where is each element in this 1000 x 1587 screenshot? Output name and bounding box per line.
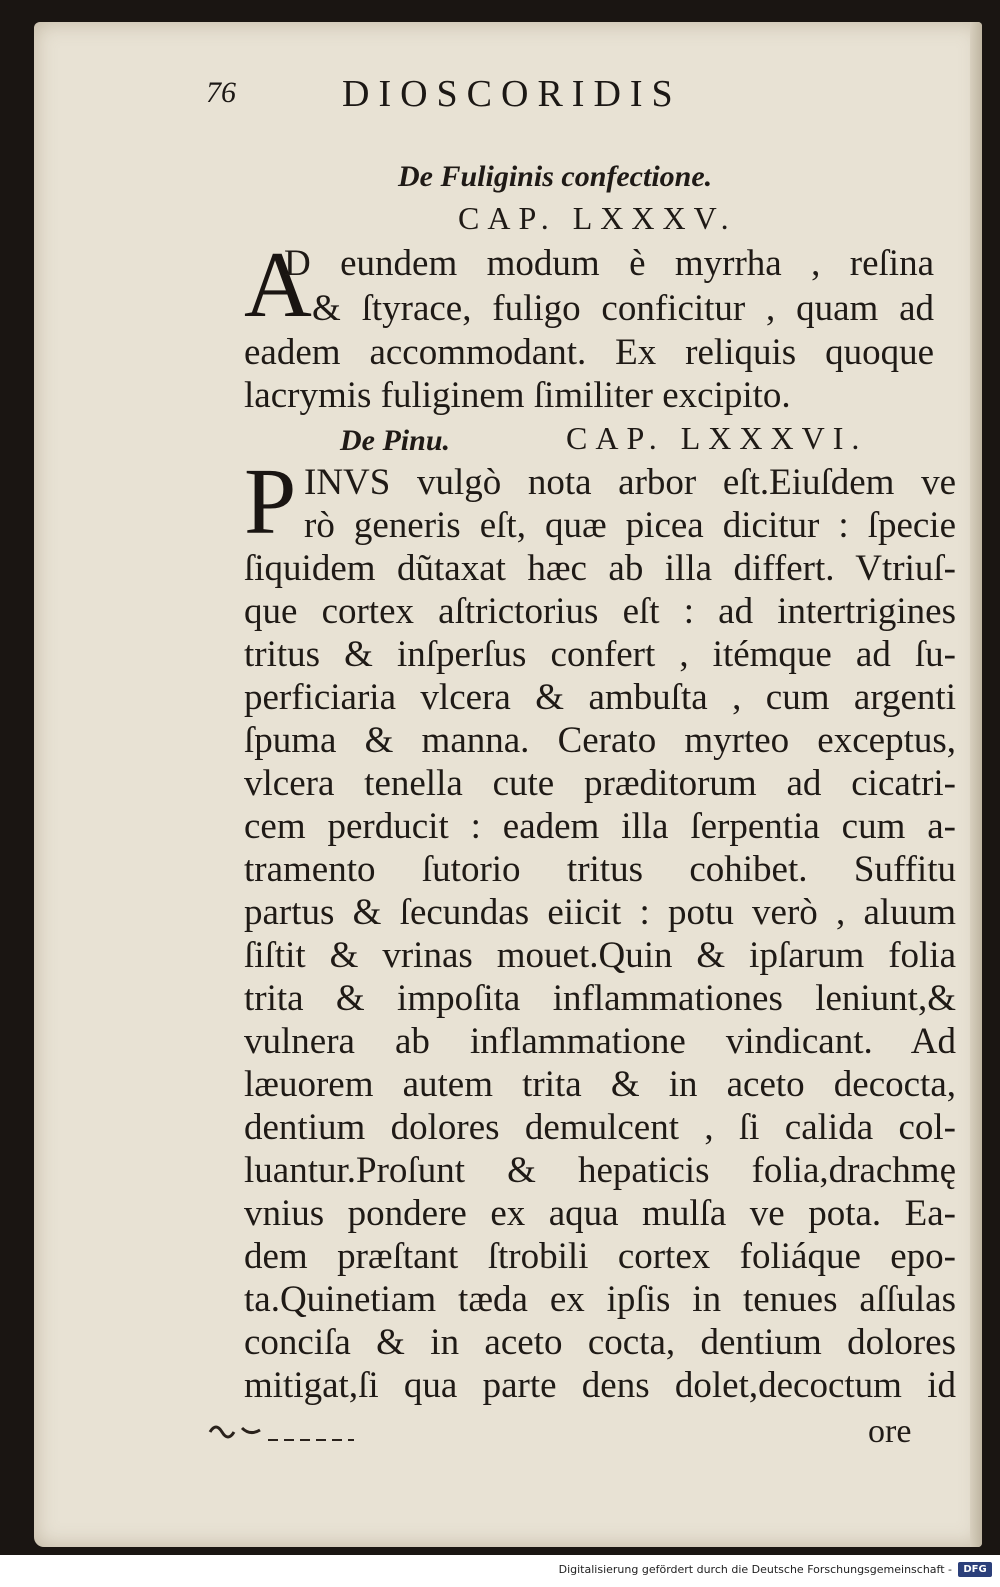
chapter-86-line-17: luantur.Proſunt & hepaticis folia,drachmę [244,1150,956,1191]
chapter-86-line-9: cem perducit : eadem illa ſerpentia cum a- [244,806,956,847]
chapter-86-line-21: conciſa & in aceto cocta, dentium dolores [244,1322,956,1363]
chapter-85-drop-cap: A [244,233,312,337]
digitization-footer [0,1555,1000,1587]
chapter-86-drop-cap: P [244,450,297,554]
chapter-86-line-3: ſiquidem dũtaxat hæc ab illa differt. Vtriuſ- [244,548,956,589]
chapter-86-line-13: trita & impoſita inflammationes leniunt,& [244,978,956,1019]
chapter-86-line-18: vnius pondere ex aqua mulſa ve pota. Ea- [244,1193,956,1234]
chapter-86-line-10: tramento ſutorio tritus cohibet. Suffitu [244,849,956,890]
chapter-86-cap: CAP. LXXXVI. [566,420,868,456]
chapter-85-line-4: lacrymis fuliginem ſimiliter excipito. [244,375,791,416]
chapter-86-line-6: perficiaria vlcera & ambuſta , cum argenti [244,677,956,718]
chapter-86-line-7: ſpuma & manna. Cerato myrteo exceptus, [244,720,956,761]
chapter-86-line-12: ſiſtit & vrinas mouet.Quin & ipſarum folia [244,935,956,976]
ink-flourish [206,1418,356,1444]
footer-credit: Digitalisierung gefördert durch die Deutsche Forschungsgemeinschaft - [558,1563,952,1576]
page-number: 76 [206,76,236,109]
chapter-85-cap: CAP. LXXXV. [458,200,737,236]
chapter-86-title: De Pinu. [340,424,451,457]
chapter-86-line-4: que cortex aſtrictorius eſt : ad intertrigines [244,591,956,632]
chapter-85-line-1: D eundem modum è myrrha , reſina [284,243,934,284]
chapter-85-line-3: eadem accommodant. Ex reliquis quoque [244,332,934,373]
chapter-86-line-22: mitigat,ſi qua parte dens dolet,decoctum id [244,1365,956,1406]
chapter-86-line-5: tritus & inſperſus confert , itémque ad ſu- [244,634,956,675]
chapter-85-line-2: & ſtyrace, fuligo conficitur , quam ad [312,288,934,329]
chapter-85-title: De Fuliginis confectione. [398,160,713,193]
running-head: DIOSCORIDIS [342,73,682,115]
chapter-86-line-11: partus & ſecundas eiicit : potu verò , aluum [244,892,956,933]
chapter-86-line-16: dentium dolores demulcent , ſi calida col- [244,1107,956,1148]
chapter-86-line-2: rò generis eſt, quæ picea dicitur : ſpecie [304,505,956,546]
chapter-86-line-19: dem præſtant ſtrobili cortex foliáque epo- [244,1236,956,1277]
chapter-86-line-8: vlcera tenella cute præditorum ad cicatri- [244,763,956,804]
chapter-86-line-1: INVS vulgò nota arbor eſt.Eiuſdem ve [304,462,956,503]
catchword: ore [868,1413,912,1450]
chapter-86-line-20: ta.Quinetiam tæda ex ipſis in tenues aſſulas [244,1279,956,1320]
chapter-86-line-15: læuorem autem trita & in aceto decocta, [244,1064,956,1105]
chapter-86-line-14: vulnera ab inflammatione vindicant. Ad [244,1021,956,1062]
page-edge [970,22,982,1547]
dfg-logo: DFG [958,1562,992,1577]
